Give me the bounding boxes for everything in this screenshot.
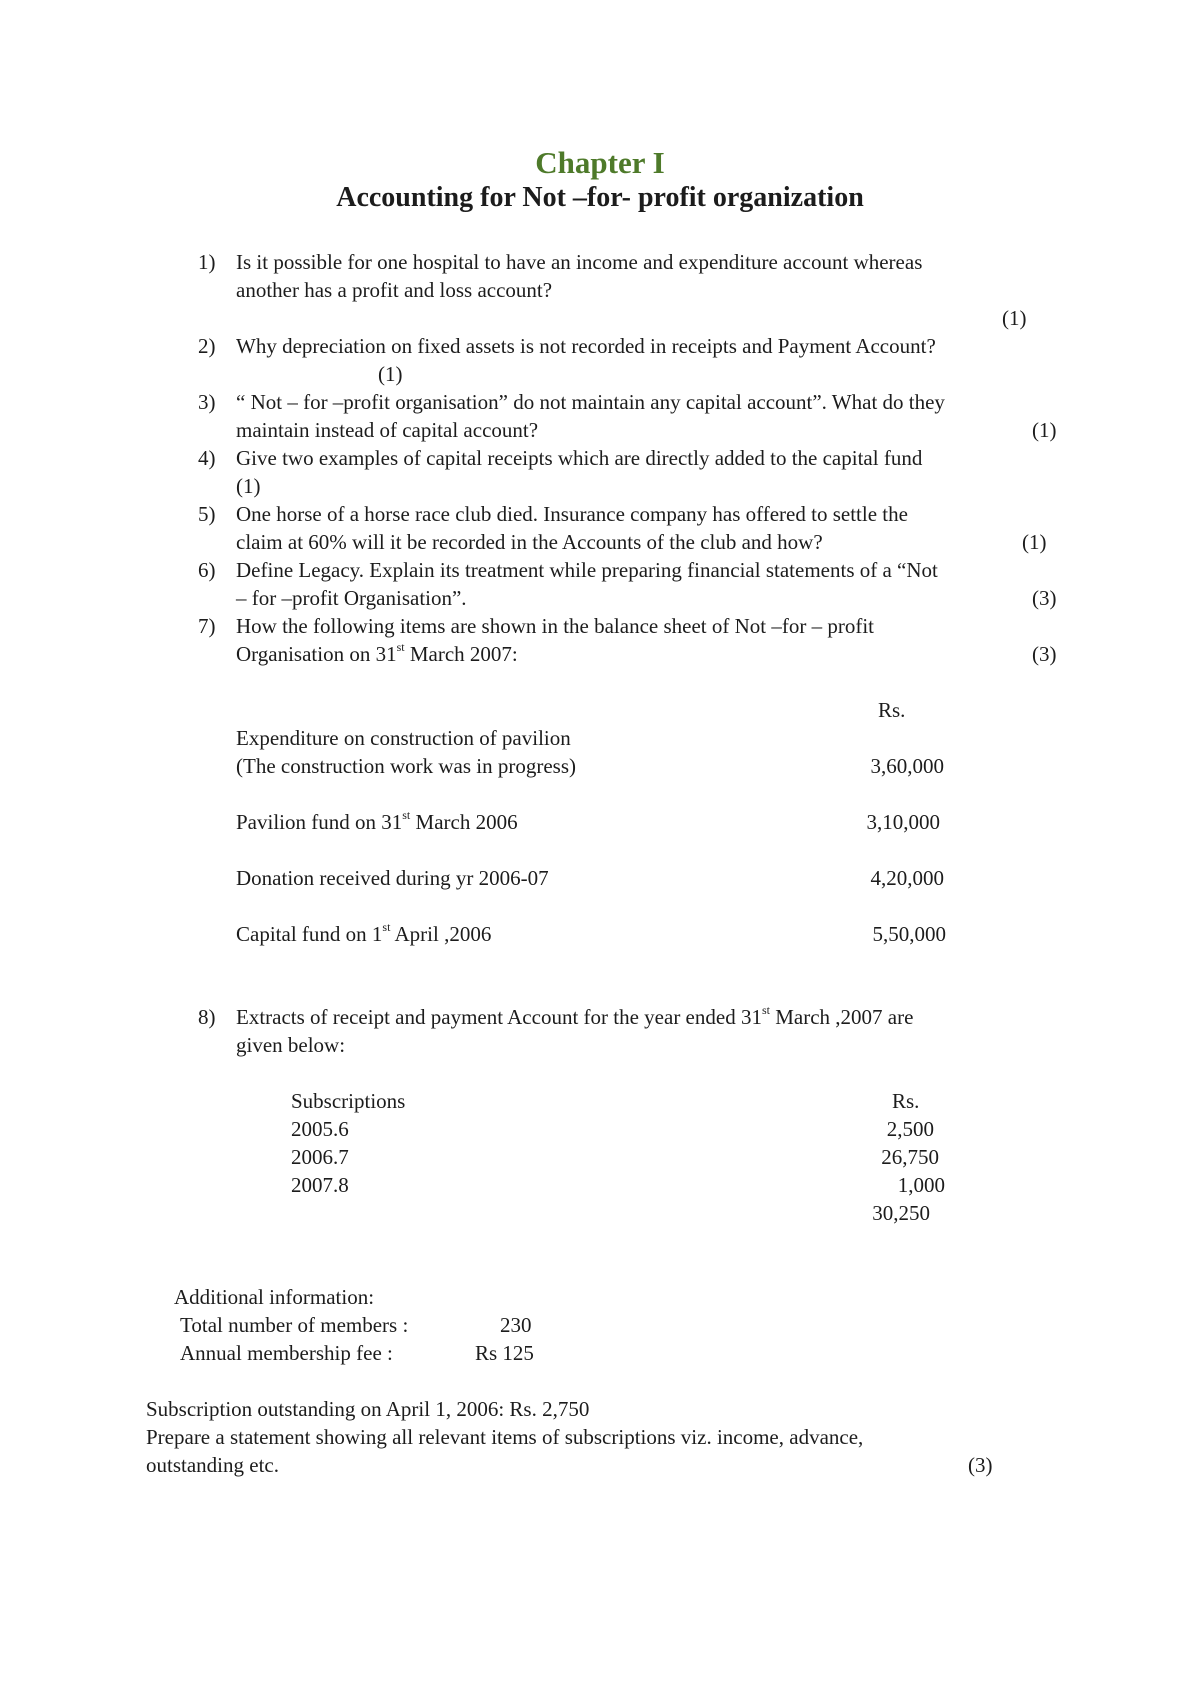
- question-number: 8): [198, 1005, 216, 1029]
- chapter-heading: Chapter I: [535, 145, 665, 180]
- question-text: Give two examples of capital receipts which are directly added to the capital fund: [236, 446, 923, 470]
- page-title: Accounting for Not –for- profit organization: [336, 182, 864, 213]
- subscription-year: 2006.7: [291, 1145, 349, 1169]
- question-marks: (1): [1022, 530, 1047, 554]
- question-marks: (1): [1002, 306, 1027, 330]
- subscription-amount: 1,000: [897, 1173, 945, 1197]
- table-row-label: Expenditure on construction of pavilion: [236, 726, 571, 750]
- instruction-text: Prepare a statement showing all relevant items of subscriptions viz. income, advance,: [146, 1425, 864, 1449]
- question-number: 2): [198, 334, 216, 358]
- currency-header: Rs.: [892, 1089, 920, 1113]
- question-text: Is it possible for one hospital to have an income and expenditure account whereas: [236, 250, 923, 274]
- additional-info-heading: Additional information:: [174, 1285, 375, 1309]
- question-text: claim at 60% will it be recorded in the Accounts of the club and how?: [236, 530, 823, 554]
- subscription-year: 2007.8: [291, 1173, 349, 1197]
- question-text: Define Legacy. Explain its treatment while preparing financial statements of a “Not: [236, 558, 938, 582]
- table-row-label: (The construction work was in progress): [236, 754, 576, 778]
- table-row-amount: 3,10,000: [866, 810, 940, 834]
- question-number: 3): [198, 390, 216, 414]
- table-row-label: Capital fund on 1st April ,2006: [236, 920, 492, 946]
- question-text: given below:: [236, 1033, 346, 1057]
- table-row-amount: 3,60,000: [870, 754, 944, 778]
- question-number: 4): [198, 446, 216, 470]
- instruction-text: outstanding etc.: [146, 1453, 279, 1477]
- currency-header: Rs.: [878, 698, 906, 722]
- question-number: 5): [198, 502, 216, 526]
- subscription-amount: 26,750: [881, 1145, 939, 1169]
- members-label: Total number of members :: [180, 1313, 409, 1337]
- members-value: 230: [500, 1313, 532, 1337]
- outstanding-line: Subscription outstanding on April 1, 2006: Rs. 2,750: [146, 1397, 590, 1421]
- subscriptions-header: Subscriptions: [291, 1089, 406, 1113]
- question-text: “ Not – for –profit organisation” do not maintain any capital account”. What do they: [236, 390, 945, 414]
- subscription-total: 30,250: [872, 1201, 930, 1225]
- question-text: another has a profit and loss account?: [236, 278, 553, 302]
- question-text: Organisation on 31st March 2007:: [236, 640, 518, 666]
- question-number: 1): [198, 250, 216, 274]
- question-text: How the following items are shown in the balance sheet of Not –for – profit: [236, 614, 875, 638]
- question-marks: (3): [1032, 586, 1057, 610]
- question-marks: (3): [968, 1453, 993, 1477]
- subscription-amount: 2,500: [886, 1117, 934, 1141]
- question-text: Why depreciation on fixed assets is not recorded in receipts and Payment Account?: [236, 334, 936, 358]
- table-row-amount: 4,20,000: [870, 866, 944, 890]
- question-number: 6): [198, 558, 216, 582]
- question-marks: (1): [1032, 418, 1057, 442]
- fee-value: Rs 125: [475, 1341, 534, 1365]
- table-row-amount: 5,50,000: [872, 922, 946, 946]
- table-row-label: Pavilion fund on 31st March 2006: [236, 808, 518, 834]
- question-marks: (1): [378, 362, 403, 386]
- question-text: One horse of a horse race club died. Insurance company has offered to settle the: [236, 502, 908, 526]
- question-marks: (3): [1032, 642, 1057, 666]
- question-text: – for –profit Organisation”.: [236, 586, 467, 610]
- question-number: 7): [198, 614, 216, 638]
- subscription-year: 2005.6: [291, 1117, 349, 1141]
- table-row-label: Donation received during yr 2006-07: [236, 866, 549, 890]
- question-text: Extracts of receipt and payment Account for the year ended 31st March ,2007 are: [236, 1003, 914, 1029]
- question-text: maintain instead of capital account?: [236, 418, 539, 442]
- question-marks: (1): [236, 474, 261, 498]
- fee-label: Annual membership fee :: [180, 1341, 393, 1365]
